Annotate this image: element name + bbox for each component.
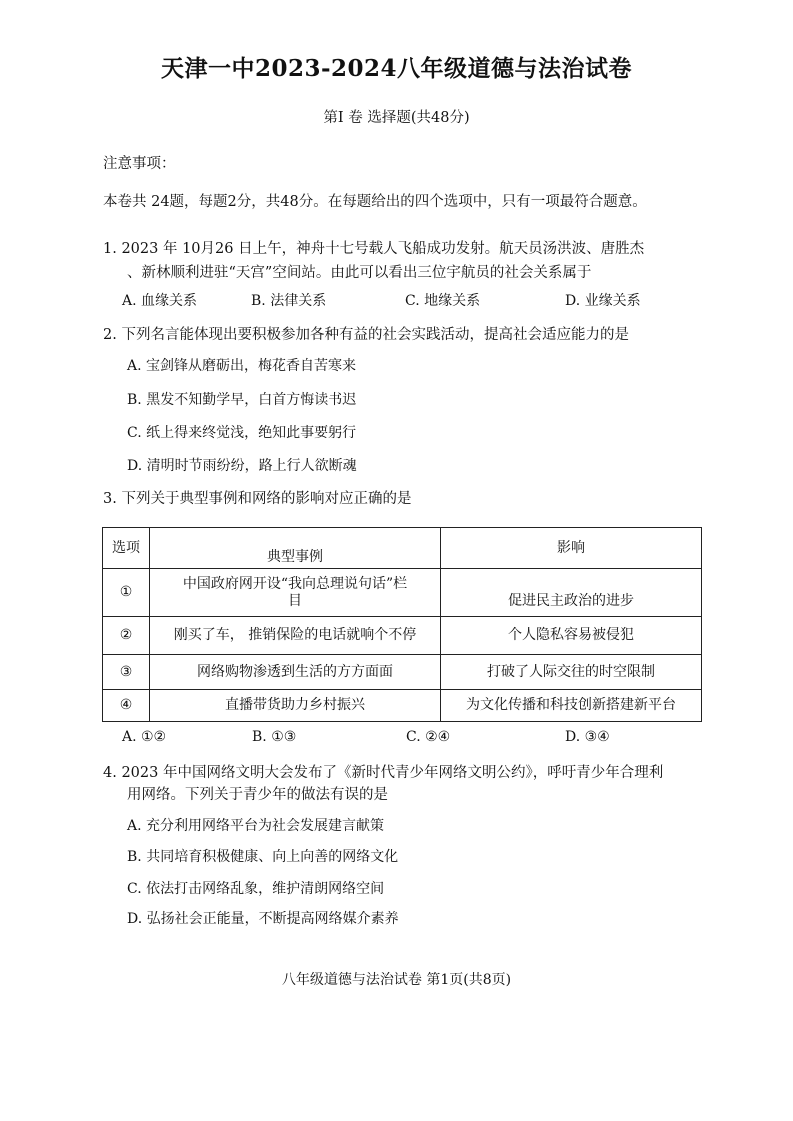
table-cell-example: 刚买了车， 推销保险的电话就响个不停 [150,617,441,655]
question-4-option-d: D. 弘扬社会正能量，不断提高网络媒介素养 [127,911,399,927]
question-4-option-a: A. 充分利用网络平台为社会发展建言献策 [127,818,385,834]
question-2-line-1: 2. 下列名言能体现出要积极参加各种有益的社会实践活动，提高社会适应能力的是 [103,327,629,343]
question-3-table [102,527,702,722]
table-row [103,690,702,722]
table-row [103,569,702,617]
question-3-option-a: A. ①② [122,729,167,745]
table-row [103,617,702,655]
question-3-line-1: 3. 下列关于典型事例和网络的影响对应正确的是 [103,491,412,507]
table-cell-impact: 个人隐私容易被侵犯 [441,617,702,655]
table-row [103,655,702,690]
question-1-option-b: B. 法律关系 [251,293,327,309]
table-cell-example-line-1: 中国政府网开设“我向总理说句话”栏 [182,575,408,592]
question-1-line-1: 1. 2023 年 10月26 日上午，神舟十七号载人飞船成功发射。航天员汤洪波、唐胜杰 [103,241,645,257]
question-1-line-2: 、新林顺利进驻“天宫”空间站。由此可以看出三位宇航员的社会关系属于 [127,265,592,281]
table-cell-number: ② [103,617,150,655]
table-cell-example: 直播带货助力乡村振兴 [150,690,441,722]
table-cell-number: ④ [103,690,150,722]
question-4-line-2: 用网络。下列关于青少年的做法有误的是 [127,787,388,803]
question-4-line-1: 4. 2023 年中国网络文明大会发布了《新时代青少年网络文明公约》，呼吁青少年合理利 [103,765,664,781]
page-title: 天津一中2023-2024八年级道德与法治试卷 [160,55,633,82]
question-3-option-c: C. ②④ [406,729,451,745]
notice-label: 注意事项： [103,156,176,172]
page-footer: 八年级道德与法治试卷 第1页(共8页) [281,972,512,988]
question-2-option-a: A. 宝剑锋从磨砺出，梅花香自苦寒来 [127,358,357,374]
table-cell-example-line-2: 目 [288,592,302,609]
table-header-row [103,528,702,569]
question-3-option-d: D. ③④ [565,729,610,745]
table-header-option: 选项 [103,528,150,569]
table-cell-number: ③ [103,655,150,690]
question-2-option-c: C. 纸上得来终觉浅，绝知此事要躬行 [127,425,357,441]
notice-text: 本卷共 24题，每题2分，共48分。在每题给出的四个选项中，只有一项最符合题意。 [103,194,647,210]
table-header-example: 典型事例 [150,528,441,569]
question-1-option-d: D. 业缘关系 [565,293,641,309]
table-cell-impact: 打破了人际交往的时空限制 [441,655,702,690]
question-2-option-b: B. 黑发不知勤学早，白首方悔读书迟 [127,392,357,408]
table-cell-impact: 为文化传播和科技创新搭建新平台 [441,690,702,722]
table-cell-example: 网络购物渗透到生活的方方面面 [150,655,441,690]
table-cell-impact: 促进民主政治的进步 [441,569,702,617]
table-header-impact: 影响 [441,528,702,569]
question-3-option-b: B. ①③ [252,729,297,745]
question-1-option-a: A. 血缘关系 [122,293,198,309]
table-cell-example [150,569,441,617]
table-cell-number: ① [103,569,150,617]
question-1-option-c: C. 地缘关系 [405,293,481,309]
question-2-option-d: D. 清明时节雨纷纷，路上行人欲断魂 [127,458,357,474]
question-4-option-b: B. 共同培育积极健康、向上向善的网络文化 [127,849,399,865]
section-heading: 第Ⅰ 卷 选择题(共48分) [323,110,470,126]
question-4-option-c: C. 依法打击网络乱象，维护清朗网络空间 [127,881,385,897]
